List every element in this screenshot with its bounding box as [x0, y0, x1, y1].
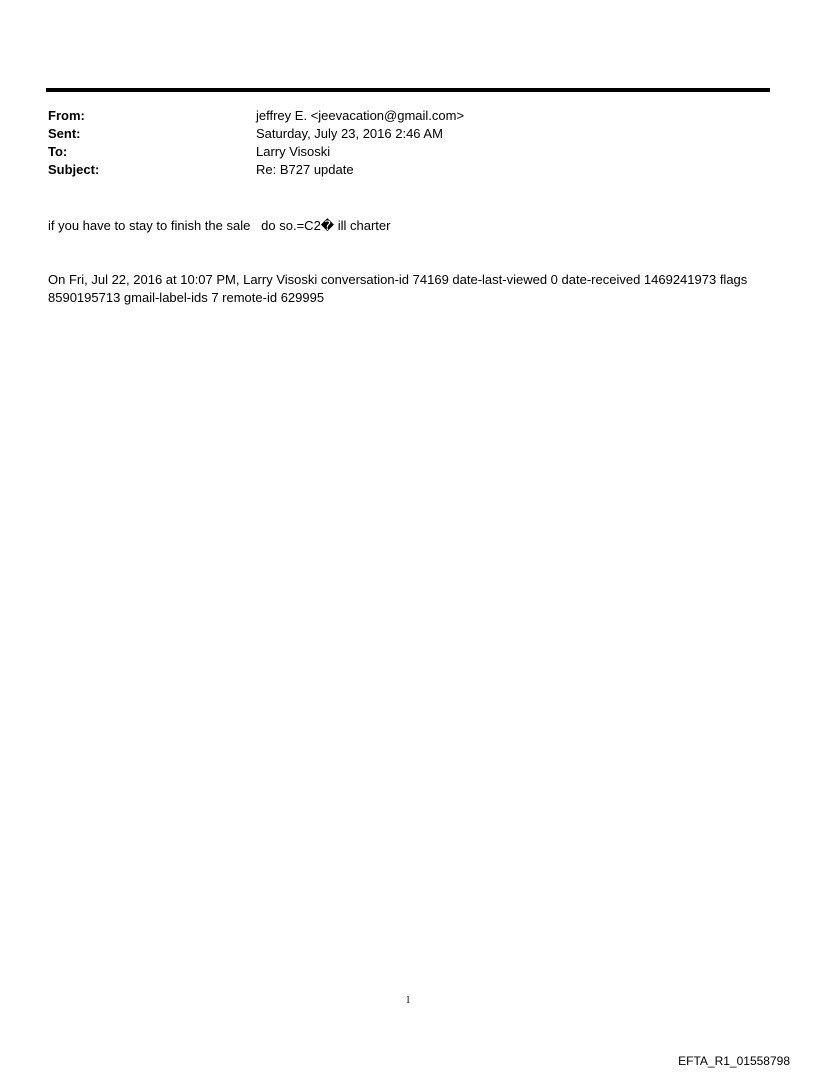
subject-row [48, 161, 768, 179]
message-body: if you have to stay to finish the sale do so.=C2� ill charter [48, 218, 391, 233]
email-header [48, 107, 768, 179]
sent-value: Saturday, July 23, 2016 2:46 AM [256, 126, 443, 141]
subject-label: Subject: [48, 162, 100, 177]
from-label: From: [48, 108, 85, 123]
from-value: jeffrey E. <jeevacation@gmail.com> [256, 108, 465, 123]
from-row [48, 107, 768, 125]
document-id: EFTA_R1_01558798 [678, 1054, 790, 1068]
to-row [48, 143, 768, 161]
subject-value: Re: B727 update [256, 162, 354, 177]
to-label: To: [48, 144, 68, 159]
header-divider [46, 88, 770, 92]
quoted-reply-header: On Fri, Jul 22, 2016 at 10:07 PM, Larry Visoski conversation-id 74169 date-last-viewed 0 date-received 1469241973 flags 8590195713 gmail-label-ids 7 remote-id 629995 [48, 272, 748, 305]
to-value: Larry Visoski [256, 144, 331, 159]
sent-row [48, 125, 768, 143]
page-number: 1 [405, 995, 411, 1006]
sent-label: Sent: [48, 126, 81, 141]
